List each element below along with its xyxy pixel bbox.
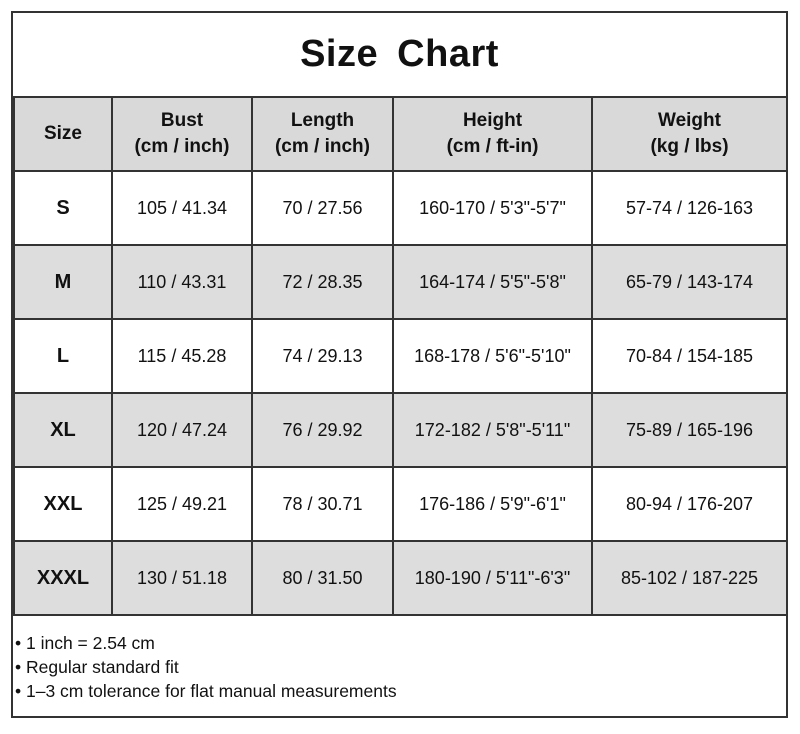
table-row [14,245,787,319]
weight-cell: 85-102 / 187-225 [592,541,787,615]
length-cell: 76 / 29.92 [252,393,393,467]
col-header-weight [592,97,787,171]
length-cell: 80 / 31.50 [252,541,393,615]
note-item: • Regular standard fit [15,657,179,677]
weight-cell: 65-79 / 143-174 [592,245,787,319]
chart-title: Size Chart [300,33,499,75]
col-header-length [252,97,393,171]
height-cell: 180-190 / 5'11"-6'3" [393,541,592,615]
height-cell: 164-174 / 5'5"-5'8" [393,245,592,319]
bust-cell: 105 / 41.34 [112,171,252,245]
bust-cell: 130 / 51.18 [112,541,252,615]
col-header-height-unit: (cm / ft-in) [446,136,539,157]
height-cell: 168-178 / 5'6"-5'10" [393,319,592,393]
col-header-bust [112,97,252,171]
weight-cell: 70-84 / 154-185 [592,319,787,393]
weight-cell: 80-94 / 176-207 [592,467,787,541]
size-cell: S [14,171,112,245]
col-header-bust-unit: (cm / inch) [134,136,230,157]
col-header-bust-label: Bust [160,110,204,131]
bust-cell: 115 / 45.28 [112,319,252,393]
table-row [14,541,787,615]
col-header-size [14,97,112,171]
bust-cell: 125 / 49.21 [112,467,252,541]
header-row [14,97,787,171]
size-cell: XXXL [14,541,112,615]
length-cell: 74 / 29.13 [252,319,393,393]
col-header-size-label: Size [43,123,83,144]
note-item: • 1–3 cm tolerance for flat manual measurements [15,681,397,701]
col-header-height [393,97,592,171]
bust-cell: 110 / 43.31 [112,245,252,319]
height-cell: 160-170 / 5'3"-5'7" [393,171,592,245]
length-cell: 70 / 27.56 [252,171,393,245]
table-row [14,393,787,467]
height-cell: 172-182 / 5'8"-5'11" [393,393,592,467]
size-cell: XL [14,393,112,467]
col-header-weight-label: Weight [658,110,721,131]
weight-cell: 75-89 / 165-196 [592,393,787,467]
col-header-height-label: Height [462,110,523,131]
size-chart-frame [11,11,788,718]
size-cell: M [14,245,112,319]
size-cell: XXL [14,467,112,541]
length-cell: 72 / 28.35 [252,245,393,319]
notes-list [15,631,397,703]
height-cell: 176-186 / 5'9"-6'1" [393,467,592,541]
table-row [14,319,787,393]
size-cell: L [14,319,112,393]
col-header-weight-unit: (kg / lbs) [650,136,729,157]
table-row [14,467,787,541]
bust-cell: 120 / 47.24 [112,393,252,467]
length-cell: 78 / 30.71 [252,467,393,541]
col-header-length-unit: (cm / inch) [274,136,370,157]
weight-cell: 57-74 / 126-163 [592,171,787,245]
note-item: • 1 inch = 2.54 cm [15,633,155,653]
size-table [13,96,788,616]
table-row [14,171,787,245]
col-header-length-label: Length [290,110,355,131]
